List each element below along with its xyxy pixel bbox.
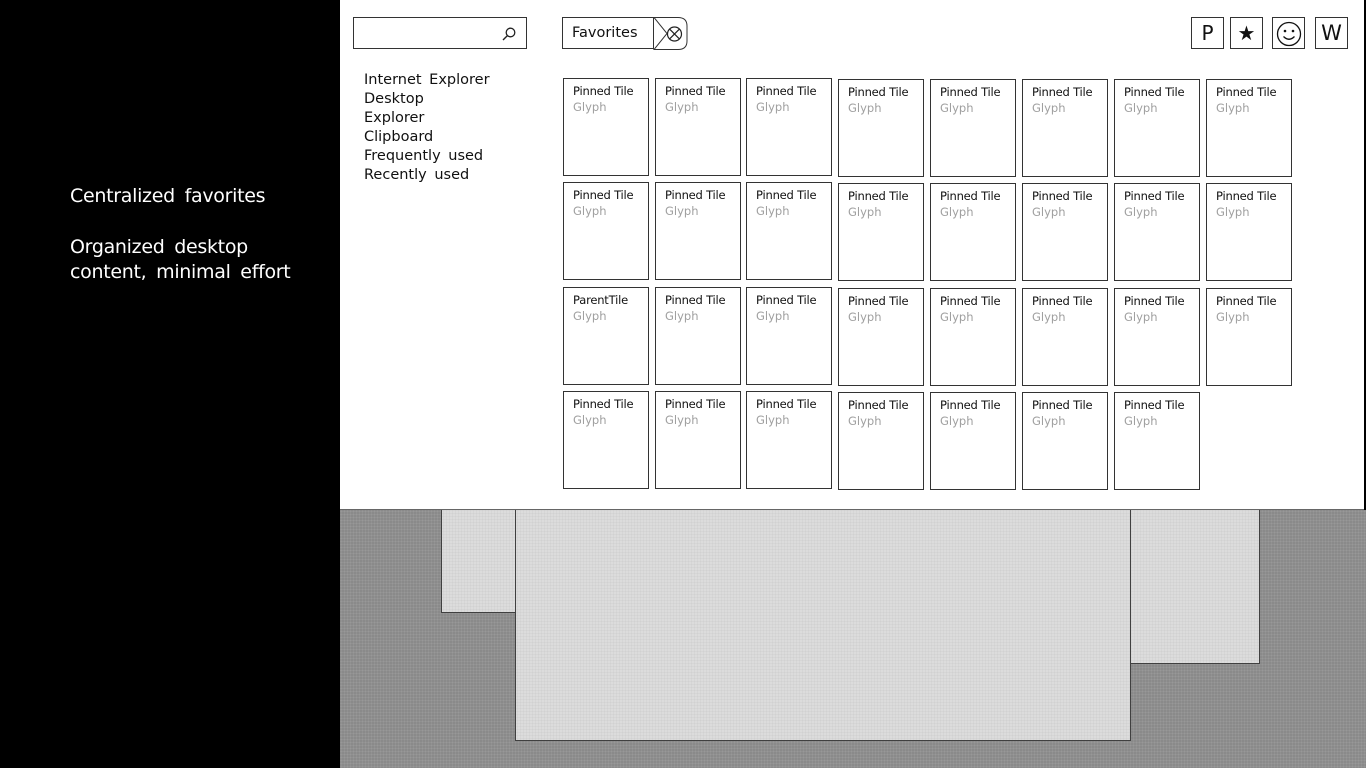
tile-glyph: Glyph (940, 205, 974, 219)
pinned-tile[interactable] (930, 392, 1016, 490)
tile-glyph: Glyph (665, 309, 699, 323)
nav-item-recently-used[interactable]: Recently used (364, 167, 470, 183)
favorites-panel (340, 0, 1364, 510)
tile-title: Pinned Tile (1124, 189, 1185, 203)
parent-tile[interactable] (563, 287, 649, 385)
tile-glyph: Glyph (756, 204, 790, 218)
nav-item-frequently-used[interactable]: Frequently used (364, 148, 484, 164)
favorites-tab-label: Favorites (572, 25, 638, 41)
tile-glyph: Glyph (665, 413, 699, 427)
tile-glyph: Glyph (940, 101, 974, 115)
tile-glyph: Glyph (665, 100, 699, 114)
tile-title: Pinned Tile (756, 397, 817, 411)
smiley-button[interactable] (1272, 17, 1305, 49)
star-button[interactable] (1230, 17, 1263, 49)
star-icon: ★ (1237, 21, 1256, 45)
tile-glyph: Glyph (665, 204, 699, 218)
tile-title: Pinned Tile (665, 397, 726, 411)
tile-title: Pinned Tile (940, 398, 1001, 412)
nav-item-internet-explorer[interactable]: Internet Explorer (364, 72, 490, 88)
pinned-tile[interactable] (838, 79, 924, 177)
tile-glyph: Glyph (756, 413, 790, 427)
tile-title: Pinned Tile (848, 189, 909, 203)
tile-title: Pinned Tile (1124, 294, 1185, 308)
tile-glyph: Glyph (756, 100, 790, 114)
nav-item-explorer[interactable]: Explorer (364, 110, 425, 126)
tile-glyph: Glyph (573, 100, 607, 114)
pinned-tile[interactable] (838, 392, 924, 490)
pinned-tile[interactable] (655, 391, 741, 489)
caption-centralized-favorites: Centralized favorites (70, 185, 266, 207)
tile-title: Pinned Tile (665, 84, 726, 98)
tile-glyph: Glyph (1216, 310, 1250, 324)
tile-title: Pinned Tile (848, 398, 909, 412)
pinned-tile[interactable] (655, 287, 741, 385)
pinned-tile[interactable] (1022, 288, 1108, 386)
pinned-tile[interactable] (746, 391, 832, 489)
p-button-label: P (1201, 21, 1214, 45)
tile-glyph: Glyph (1032, 310, 1066, 324)
desktop-window-left[interactable] (441, 508, 517, 613)
desktop-area[interactable] (340, 510, 1366, 768)
tile-title: Pinned Tile (1124, 85, 1185, 99)
tile-title: Pinned Tile (1032, 398, 1093, 412)
tile-title: Pinned Tile (573, 84, 634, 98)
w-button-label: W (1321, 21, 1342, 45)
tile-glyph: Glyph (1124, 310, 1158, 324)
tile-glyph: Glyph (940, 414, 974, 428)
tile-title: Pinned Tile (573, 397, 634, 411)
tile-glyph: Glyph (1216, 101, 1250, 115)
pinned-tile[interactable] (930, 79, 1016, 177)
tile-title: Pinned Tile (940, 189, 1001, 203)
tile-title: Pinned Tile (1216, 85, 1277, 99)
pinned-tile[interactable] (563, 391, 649, 489)
pinned-tile[interactable] (1022, 183, 1108, 281)
search-icon[interactable] (502, 27, 516, 41)
pinned-tile[interactable] (655, 78, 741, 176)
tile-title: Pinned Tile (573, 188, 634, 202)
search-input[interactable] (360, 24, 502, 44)
desktop-window-main[interactable] (515, 508, 1131, 741)
tile-title: Pinned Tile (756, 293, 817, 307)
tile-title: Pinned Tile (756, 188, 817, 202)
pinned-tile[interactable] (655, 182, 741, 280)
pinned-tile[interactable] (746, 287, 832, 385)
tile-title: ParentTile (573, 293, 628, 307)
caption-organized-desktop: Organized desktop content, minimal effort (70, 236, 291, 283)
tile-glyph: Glyph (1124, 101, 1158, 115)
pinned-tile[interactable] (1114, 392, 1200, 490)
close-favorites-icon[interactable] (653, 17, 689, 50)
nav-item-desktop[interactable]: Desktop (364, 91, 424, 107)
tile-glyph: Glyph (573, 309, 607, 323)
tile-title: Pinned Tile (848, 85, 909, 99)
tile-title: Pinned Tile (1032, 294, 1093, 308)
pinned-tile[interactable] (563, 182, 649, 280)
pinned-tile[interactable] (838, 288, 924, 386)
tile-title: Pinned Tile (1216, 294, 1277, 308)
pinned-tile[interactable] (746, 182, 832, 280)
pinned-tile[interactable] (1114, 79, 1200, 177)
pinned-tile[interactable] (1206, 79, 1292, 177)
pinned-tile[interactable] (1206, 183, 1292, 281)
tile-title: Pinned Tile (940, 85, 1001, 99)
tile-title: Pinned Tile (1032, 189, 1093, 203)
tile-glyph: Glyph (848, 205, 882, 219)
pinned-tile[interactable] (1022, 79, 1108, 177)
tile-title: Pinned Tile (665, 188, 726, 202)
desktop-window-right[interactable] (1129, 508, 1260, 664)
tile-title: Pinned Tile (1124, 398, 1185, 412)
pinned-tile[interactable] (1022, 392, 1108, 490)
tile-glyph: Glyph (848, 310, 882, 324)
tile-title: Pinned Tile (848, 294, 909, 308)
pinned-tile[interactable] (930, 288, 1016, 386)
pinned-tile[interactable] (838, 183, 924, 281)
tile-title: Pinned Tile (1032, 85, 1093, 99)
tile-title: Pinned Tile (1216, 189, 1277, 203)
tile-glyph: Glyph (573, 204, 607, 218)
tile-glyph: Glyph (848, 101, 882, 115)
tile-glyph: Glyph (1124, 205, 1158, 219)
tile-title: Pinned Tile (665, 293, 726, 307)
pinned-tile[interactable] (563, 78, 649, 176)
search-box[interactable] (353, 17, 527, 49)
pinned-tile[interactable] (1206, 288, 1292, 386)
tile-glyph: Glyph (1216, 205, 1250, 219)
left-caption-panel (0, 0, 340, 768)
pinned-tile[interactable] (930, 183, 1016, 281)
tile-glyph: Glyph (573, 413, 607, 427)
pinned-tile[interactable] (1114, 183, 1200, 281)
favorites-tab[interactable] (562, 17, 654, 49)
tile-glyph: Glyph (1032, 205, 1066, 219)
nav-item-clipboard[interactable]: Clipboard (364, 129, 434, 145)
p-button[interactable] (1191, 17, 1224, 49)
w-button[interactable] (1315, 17, 1348, 49)
pinned-tile[interactable] (746, 78, 832, 176)
tile-title: Pinned Tile (940, 294, 1001, 308)
tile-glyph: Glyph (1124, 414, 1158, 428)
tile-glyph: Glyph (1032, 414, 1066, 428)
pinned-tile[interactable] (1114, 288, 1200, 386)
tile-glyph: Glyph (848, 414, 882, 428)
tile-title: Pinned Tile (756, 84, 817, 98)
smiley-icon (1276, 21, 1302, 47)
tile-glyph: Glyph (756, 309, 790, 323)
tile-glyph: Glyph (1032, 101, 1066, 115)
favorites-nav-list (364, 71, 490, 185)
tile-glyph: Glyph (940, 310, 974, 324)
